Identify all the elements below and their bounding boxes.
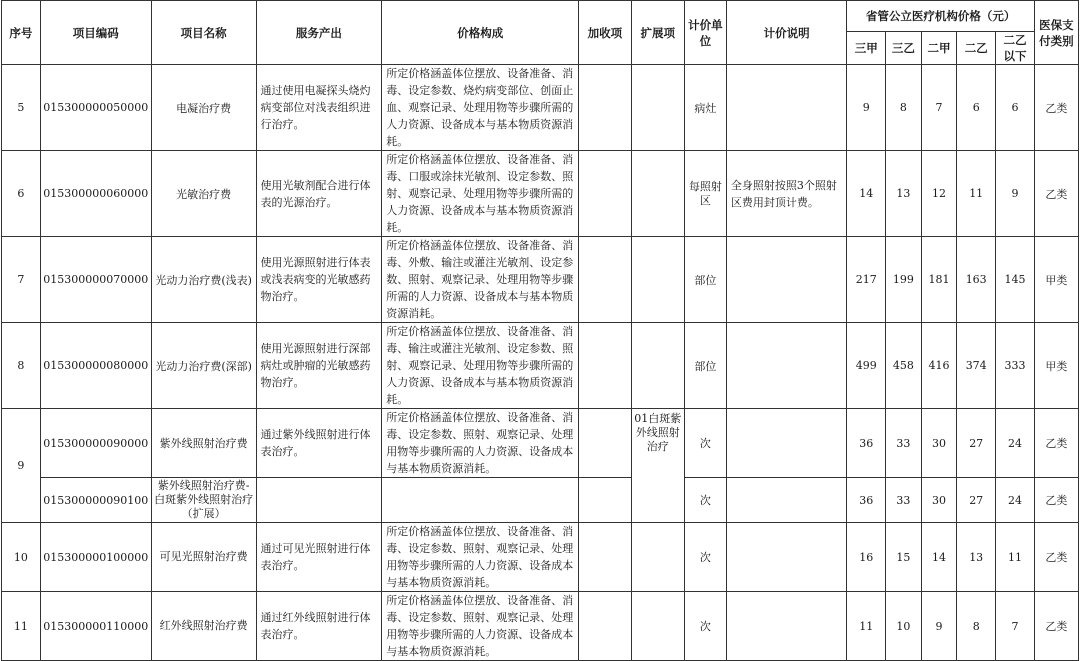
cell-code: 015300000070000 (40, 237, 151, 323)
header-composition: 价格构成 (382, 1, 579, 65)
table-row (2, 65, 1079, 151)
cell-price: 7 (921, 65, 957, 151)
cell-composition: 所定价格涵盖体位摆放、设备准备、消毒、输注或灌注光敏剂、设定参数、照射、观察记录、处理用物等步骤所需的人力资源、设备成本与基本物质资源消耗。 (382, 323, 579, 409)
cell-seq: 9 (2, 409, 41, 523)
cell-name: 电凝治疗费 (151, 65, 256, 151)
cell-price: 199 (886, 237, 922, 323)
cell-output: 使用光源照射进行体表或浅表病变的光敏感药物治疗。 (256, 237, 382, 323)
cell-ext (631, 65, 684, 151)
cell-price: 8 (957, 592, 996, 661)
cell-output: 通过红外线照射进行体表治疗。 (256, 592, 382, 661)
cell-note (726, 65, 846, 151)
cell-price: 11 (996, 523, 1035, 592)
header-seq: 序号 (2, 1, 41, 65)
cell-composition: 所定价格涵盖体位摆放、设备准备、消毒、设定参数、照射、观察记录、处理用物等步骤所需的人力资源、设备成本与基本物质资源消耗。 (382, 523, 579, 592)
cell-price: 16 (847, 523, 886, 592)
cell-unit: 部位 (684, 323, 726, 409)
cell-price: 9 (996, 151, 1035, 237)
cell-price: 14 (921, 523, 957, 592)
cell-price: 163 (957, 237, 996, 323)
table-header (2, 1, 1079, 65)
cell-unit: 病灶 (684, 65, 726, 151)
header-note: 计价说明 (726, 1, 846, 65)
cell-output: 使用光源照射进行深部病灶或肿瘤的光敏感药物治疗。 (256, 323, 382, 409)
cell-price: 36 (847, 478, 886, 523)
cell-composition: 所定价格涵盖体位摆放、设备准备、消毒、设定参数、照射、观察记录、处理用物等步骤所需的人力资源、设备成本与基本物质资源消耗。 (382, 592, 579, 661)
cell-price: 30 (921, 409, 957, 478)
cell-price: 33 (886, 478, 922, 523)
table-row (2, 523, 1079, 592)
cell-price: 33 (886, 409, 922, 478)
cell-price: 11 (847, 592, 886, 661)
cell-note: 全身照射按照3个照射区费用封顶计费。 (726, 151, 846, 237)
cell-code: 015300000050000 (40, 65, 151, 151)
cell-composition: 所定价格涵盖体位摆放、设备准备、消毒、设定参数、照射、观察记录、处理用物等步骤所需的人力资源、设备成本与基本物质资源消耗。 (382, 409, 579, 478)
cell-unit: 次 (684, 592, 726, 661)
cell-name: 光敏治疗费 (151, 151, 256, 237)
header-name: 项目名称 (151, 1, 256, 65)
cell-price: 30 (921, 478, 957, 523)
cell-addon (579, 323, 631, 409)
cell-composition: 所定价格涵盖体位摆放、设备准备、消毒、设定参数、烧灼病变部位、创面止血、观察记录、处理用物等步骤所需的人力资源、设备成本与基本物质资源消耗。 (382, 65, 579, 151)
cell-insurance: 乙类 (1034, 151, 1078, 237)
cell-price: 14 (847, 151, 886, 237)
cell-insurance: 乙类 (1034, 478, 1078, 523)
cell-price: 9 (847, 65, 886, 151)
header-tier-sanyi: 三乙 (886, 32, 922, 65)
header-code: 项目编码 (40, 1, 151, 65)
cell-insurance: 乙类 (1034, 65, 1078, 151)
cell-code: 015300000080000 (40, 323, 151, 409)
cell-composition: 所定价格涵盖体位摆放、设备准备、消毒、外敷、输注或灌注光敏剂、设定参数、照射、观察记录、处理用物等步骤所需的人力资源、设备成本与基本物质资源消耗。 (382, 237, 579, 323)
cell-code: 015300000090000 (40, 409, 151, 478)
cell-price: 181 (921, 237, 957, 323)
cell-note (726, 523, 846, 592)
cell-price: 9 (921, 592, 957, 661)
header-tier-below: 二乙以下 (996, 32, 1035, 65)
cell-note (726, 478, 846, 523)
header-ext: 扩展项 (631, 1, 684, 65)
cell-seq: 7 (2, 237, 41, 323)
cell-insurance: 乙类 (1034, 409, 1078, 478)
cell-price: 8 (886, 65, 922, 151)
cell-ext (631, 323, 684, 409)
cell-output: 通过可见光照射进行体表治疗。 (256, 523, 382, 592)
cell-price: 13 (886, 151, 922, 237)
cell-ext (631, 523, 684, 592)
table-row (2, 592, 1079, 661)
table-row (2, 237, 1079, 323)
header-addon: 加收项 (579, 1, 631, 65)
header-tier-sanjia: 三甲 (847, 32, 886, 65)
cell-name: 红外线照射治疗费 (151, 592, 256, 661)
cell-addon (579, 65, 631, 151)
cell-code: 015300000090100 (40, 478, 151, 523)
cell-output: 通过使用电凝探头烧灼病变部位对浅表组织进行治疗。 (256, 65, 382, 151)
cell-name: 紫外线照射治疗费 (151, 409, 256, 478)
cell-composition (382, 478, 579, 523)
cell-price: 217 (847, 237, 886, 323)
table-row (2, 478, 1079, 523)
cell-output: 使用光敏剂配合进行体表的光源治疗。 (256, 151, 382, 237)
cell-note (726, 592, 846, 661)
cell-name: 光动力治疗费(深部) (151, 323, 256, 409)
cell-price: 374 (957, 323, 996, 409)
table-row (2, 409, 1079, 478)
cell-code: 015300000060000 (40, 151, 151, 237)
cell-addon (579, 151, 631, 237)
cell-addon (579, 523, 631, 592)
cell-price: 13 (957, 523, 996, 592)
header-price-group: 省管公立医疗机构价格（元） (847, 1, 1035, 32)
header-insurance: 医保支付类别 (1034, 1, 1078, 65)
cell-insurance: 甲类 (1034, 323, 1078, 409)
cell-price: 458 (886, 323, 922, 409)
cell-price: 333 (996, 323, 1035, 409)
cell-unit: 次 (684, 478, 726, 523)
cell-ext: 01白斑紫外线照射治疗 (631, 409, 684, 523)
cell-price: 11 (957, 151, 996, 237)
cell-ext (631, 237, 684, 323)
cell-seq: 11 (2, 592, 41, 661)
cell-price: 10 (886, 592, 922, 661)
cell-unit: 次 (684, 523, 726, 592)
cell-code: 015300000100000 (40, 523, 151, 592)
cell-name: 可见光照射治疗费 (151, 523, 256, 592)
cell-price: 12 (921, 151, 957, 237)
cell-price: 416 (921, 323, 957, 409)
cell-price: 15 (886, 523, 922, 592)
cell-price: 7 (996, 592, 1035, 661)
cell-unit: 次 (684, 409, 726, 478)
cell-price: 36 (847, 409, 886, 478)
cell-insurance: 甲类 (1034, 237, 1078, 323)
cell-price: 6 (957, 65, 996, 151)
cell-unit: 部位 (684, 237, 726, 323)
table-row (2, 323, 1079, 409)
cell-seq: 8 (2, 323, 41, 409)
cell-price: 145 (996, 237, 1035, 323)
cell-price: 27 (957, 409, 996, 478)
cell-note (726, 323, 846, 409)
cell-addon (579, 478, 631, 523)
price-table (1, 0, 1079, 661)
cell-price: 499 (847, 323, 886, 409)
cell-ext (631, 592, 684, 661)
header-output: 服务产出 (256, 1, 382, 65)
cell-note (726, 409, 846, 478)
cell-unit: 每照射区 (684, 151, 726, 237)
cell-seq: 6 (2, 151, 41, 237)
cell-insurance: 乙类 (1034, 592, 1078, 661)
table-row (2, 151, 1079, 237)
cell-name: 光动力治疗费(浅表) (151, 237, 256, 323)
cell-note (726, 237, 846, 323)
cell-seq: 5 (2, 65, 41, 151)
cell-addon (579, 409, 631, 478)
cell-price: 6 (996, 65, 1035, 151)
cell-price: 24 (996, 478, 1035, 523)
cell-output (256, 478, 382, 523)
cell-addon (579, 592, 631, 661)
cell-addon (579, 237, 631, 323)
cell-seq: 10 (2, 523, 41, 592)
cell-ext (631, 151, 684, 237)
cell-insurance: 乙类 (1034, 523, 1078, 592)
cell-output: 通过紫外线照射进行体表治疗。 (256, 409, 382, 478)
header-unit: 计价单位 (684, 1, 726, 65)
cell-composition: 所定价格涵盖体位摆放、设备准备、消毒、口服或涂抹光敏剂、设定参数、照射、观察记录、处理用物等步骤所需的人力资源、设备成本与基本物质资源消耗。 (382, 151, 579, 237)
cell-name: 紫外线照射治疗费-白斑紫外线照射治疗（扩展） (151, 478, 256, 523)
cell-code: 015300000110000 (40, 592, 151, 661)
cell-price: 27 (957, 478, 996, 523)
header-tier-erjia: 二甲 (921, 32, 957, 65)
cell-price: 24 (996, 409, 1035, 478)
header-tier-eryi: 二乙 (957, 32, 996, 65)
